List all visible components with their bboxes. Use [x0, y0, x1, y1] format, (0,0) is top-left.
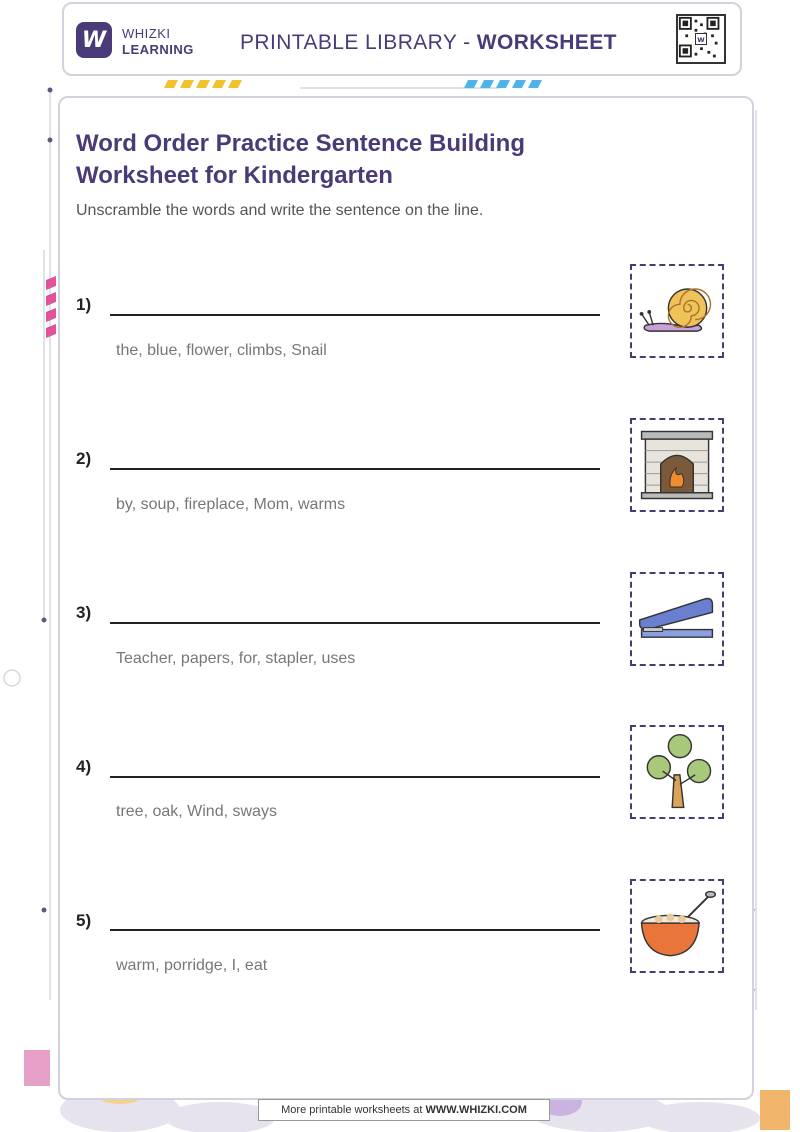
porridge-bowl-icon — [630, 879, 724, 973]
question-number: 4) — [76, 757, 92, 776]
question-number: 1) — [76, 295, 92, 314]
scrambled-words: warm, porridge, I, eat — [116, 957, 268, 974]
answer-line[interactable] — [110, 314, 600, 316]
brand-name-line1: WHIZKI — [122, 26, 171, 41]
brand-name-line2: LEARNING — [122, 42, 194, 57]
footer-text: More printable worksheets at — [281, 1104, 423, 1116]
scrambled-words: Teacher, papers, for, stapler, uses — [116, 650, 356, 667]
stapler-icon — [630, 572, 724, 666]
tree-icon — [630, 725, 724, 819]
scrambled-words: the, blue, flower, climbs, Snail — [116, 342, 327, 359]
scrambled-words: tree, oak, Wind, sways — [116, 803, 277, 820]
answer-line[interactable] — [110, 468, 600, 470]
footer-url[interactable]: WWW.WHIZKI.COM — [425, 1104, 527, 1116]
whizki-logo: W — [76, 22, 112, 58]
snail-icon — [630, 264, 724, 358]
answer-line[interactable] — [110, 622, 600, 624]
question-number: 5) — [76, 911, 92, 930]
header-title-prefix: PRINTABLE LIBRARY - — [240, 31, 477, 54]
scrambled-words: by, soup, fireplace, Mom, warms — [116, 496, 346, 513]
fireplace-icon — [630, 418, 724, 512]
question-number: 3) — [76, 603, 92, 622]
header-title-bold: WORKSHEET — [476, 31, 617, 54]
qr-code-icon — [676, 14, 726, 64]
svg-text:w: w — [697, 33, 705, 44]
worksheet-instructions: Unscramble the words and write the sentence on the line. — [76, 202, 484, 219]
footer-link[interactable] — [258, 1099, 550, 1121]
question-number: 2) — [76, 449, 92, 468]
header-title — [240, 31, 617, 55]
answer-line[interactable] — [110, 776, 600, 778]
worksheet-title: Word Order Practice Sentence Building Worksheet for Kindergarten — [76, 130, 525, 189]
answer-line[interactable] — [110, 929, 600, 931]
